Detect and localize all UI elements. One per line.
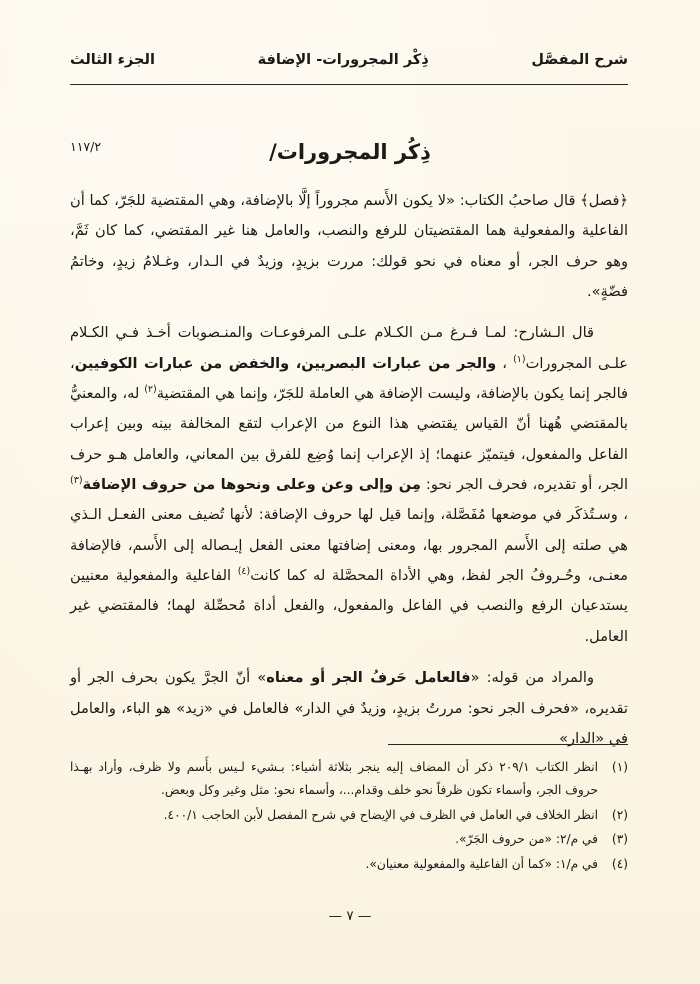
footnote-item [70,828,628,851]
text-run: والمراد من قوله: « [470,669,594,687]
text-run: له، والمعنيُّ بالمقتضي هُهنا أنّ القياس يقتضي هذا النوع من الإعراب لتقع المخالفة بينه وبين إعراب الفاعل والمفعول، فيتميّز عنهما؛ إذ الإعراب إنما وُضِع للفرق بين المعاني، والعامل هـو حرف الجر، أو تقديره، فحرف الجر نحو: [70,385,628,494]
text-run: ﴿فصل﴾ قال صاحبُ الكتاب: «لا يكون الأَسم مجروراً إلَّا بالإضافة، وهي المقتضية للجَرّ، كما أن الفاعلية والمفعولية هما المقتضيتان للرفع والنصب، والعامل هنا غير المقتضي، كما كان ثَمَّ، وهو حرف الجر، أو معناه في نحو قولك: مررت بزيدٍ، وزيدٌ في الـدار، وغـلامُ زيدٍ، وخاتمُ فضّةٍ». [70,192,628,301]
footnote-number[interactable]: (١) [611,760,628,774]
paragraph-sharh-2 [70,663,628,754]
footnote-marker[interactable]: (٢) [144,384,157,396]
footnote-text: في م/٢: «من حروف الجَرّ». [455,832,598,847]
paragraph-sharh-1 [70,318,628,652]
text-run: ، [496,354,514,372]
text-run: قال الـشارح: لمـا فـرغ مـن الكـلام علـى المرفوعـات والمنـصوبات أخـذ فـي الكـلام علـى المجرورات [70,324,628,372]
footnote-marker[interactable]: (٤) [237,566,251,578]
text-run: ، وسـتُذكَر في موضعها مُفَصَّلة، وإنما قيل لها حروف الإضافة: لأنها تُضيف معنى الفعـل الـذي هي صلته إلى الأَسم المجرور بها، ومعنى إضافتها معنى الفعل إيـصاله إلى الأَسم، فالإضافة معنـى، وحُـروفُ الجر لفظ، وهي الأداة المحصَّلة له كما كانت [70,506,628,585]
running-head-right: شرح المفصَّل [531,52,628,68]
footnote-text: انظر الخلاف في العامل في الظرف في الإيضاح في شرح المفصل لأبن الحاجب ٤٠٠/١. [163,807,598,822]
footnote-text: انظر الكتاب ٢٠٩/١ ذكر أن المضاف إليه ينجر بثلاثة أشياء: بـشيء لـيس بأَسم ولا ظرف، وأراد بهـذا حروف الجر، وأسماء تكون ظرفاً نحو خلف وقدام...، وأسماء نحو: مثل وغير وكل وبعض. [70,760,598,798]
header-rule [70,84,628,85]
footnote-number[interactable]: (٢) [611,807,628,822]
page-title: ذِكُر المجرورات/ [269,140,431,165]
text-run: » أنّ الجرَّ يكون بحرف الجر أو تقديره، «فحرف الجر نحو: مررتُ بزيدٍ، وزيدٌ في الدار» فالعامل في «زيد» هو الباء، والعامل في «الدار» [70,669,628,747]
paragraph-matn [70,186,628,307]
footnote-separator-rule [388,744,628,745]
text-run: الفاعلية والمفعولية معنيين يستدعيان الرفع والنصب في الفاعل والمفعول، والفعل أداة مُحصِّلة لهما؛ فالمقتضي غير العامل. [70,567,628,645]
running-head [70,52,628,68]
quoted-text: والجر من عبارات البصريين، والخفض من عبارات الكوفيين [74,354,497,372]
running-head-left: الجزء الثالث [70,52,155,68]
footnote-marker[interactable]: (١) [513,353,526,365]
text-run: ، فالجر إنما يكون بالإضافة، وليست الإضافة هي العاملة للجَرّ، وإنما هي المقتضية [70,354,628,403]
footnote-number[interactable]: (٣) [611,832,628,847]
footnote-marker[interactable]: (٣) [70,475,83,487]
footnote-item [70,853,628,876]
quoted-text: مِن وإلى وعن وعلى ونحوها من حروف الإضافة [82,476,421,494]
footnote-text: في م/١: «كما أن الفاعلية والمفعولية معنيان». [365,856,598,871]
side-reference: ١١٧/٢ [70,139,102,154]
footnote-number[interactable]: (٤) [611,856,628,871]
footnote-list [70,756,628,877]
quoted-text: فالعامل حَرفُ الجر أو معناه [266,669,471,687]
body-text [70,186,628,765]
footnote-item [70,804,628,827]
running-head-center: ذِكْر المجرورات- الإضافة [257,52,429,68]
footnote-item [70,756,628,803]
page-number: — ٧ — [328,908,372,924]
